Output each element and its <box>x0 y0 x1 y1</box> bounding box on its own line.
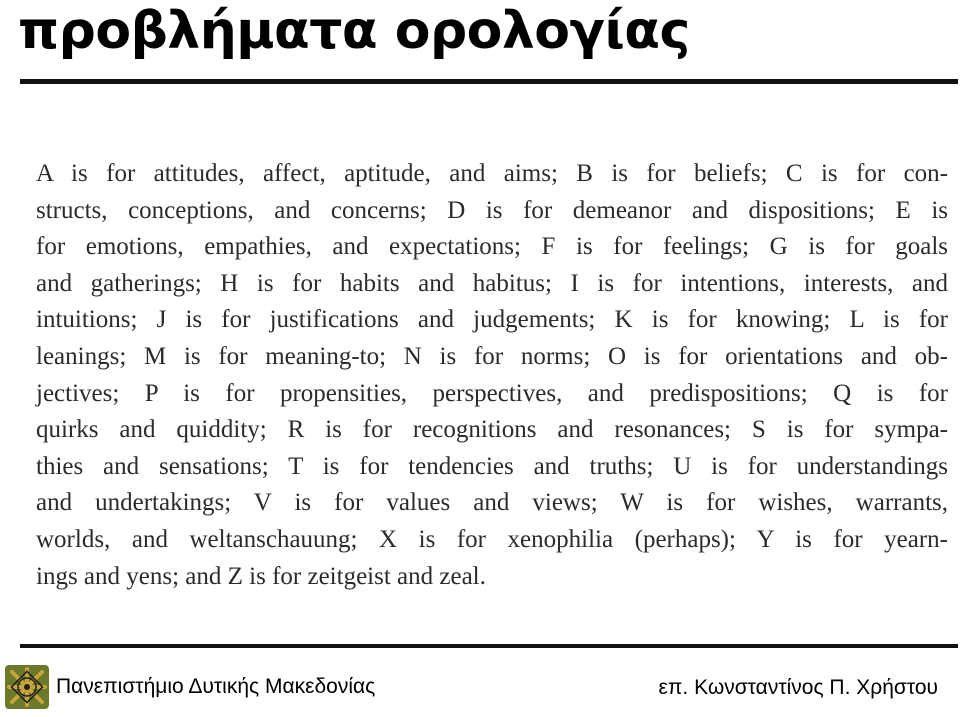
quote-line: thies and sensations; T is for tendencies and truths; U is for understandings <box>36 452 948 480</box>
quote-line: quirks and quiddity; R is for recognitions and resonances; S is for sympa- <box>36 416 948 444</box>
footer-university <box>4 662 375 712</box>
title-divider <box>20 79 958 84</box>
university-name: Πανεπιστήμιο Δυτικής Μακεδονίας <box>56 675 376 698</box>
footer-divider <box>20 644 958 648</box>
quote-line: structs, conceptions, and concerns; D is for demeanor and dispositions; E is <box>36 196 948 224</box>
quote-line: A is for attitudes, affect, aptitude, and aims; B is for beliefs; C is for con- <box>36 160 948 187</box>
slide-title: προβλήματα ορολογίας <box>18 1 690 61</box>
quote-line: ings and yens; and Z is for zeitgeist and zeal. <box>36 562 486 590</box>
author-name: επ. Κωνσταντίνος Π. Χρήστου <box>658 676 938 699</box>
university-knot-logo-icon <box>4 664 50 710</box>
quote-line: jectives; P is for propensities, perspectives, and predispositions; Q is for <box>36 379 948 407</box>
quote-line: worlds, and weltanschauung; X is for xenophilia (perhaps); Y is for yearn- <box>36 525 948 553</box>
quote-line: and undertakings; V is for values and views; W is for wishes, warrants, <box>36 489 948 517</box>
quote-line: leanings; M is for meaning-to; N is for norms; O is for orientations and ob- <box>36 342 948 370</box>
quote-line: for emotions, empathies, and expectations; F is for feelings; G is for goals <box>36 233 948 261</box>
quote-line: and gatherings; H is for habits and habitus; I is for intentions, interests, and <box>36 269 948 297</box>
quote-block <box>36 156 948 595</box>
quote-line: intuitions; J is for justifications and judgements; K is for knowing; L is for <box>36 306 948 334</box>
